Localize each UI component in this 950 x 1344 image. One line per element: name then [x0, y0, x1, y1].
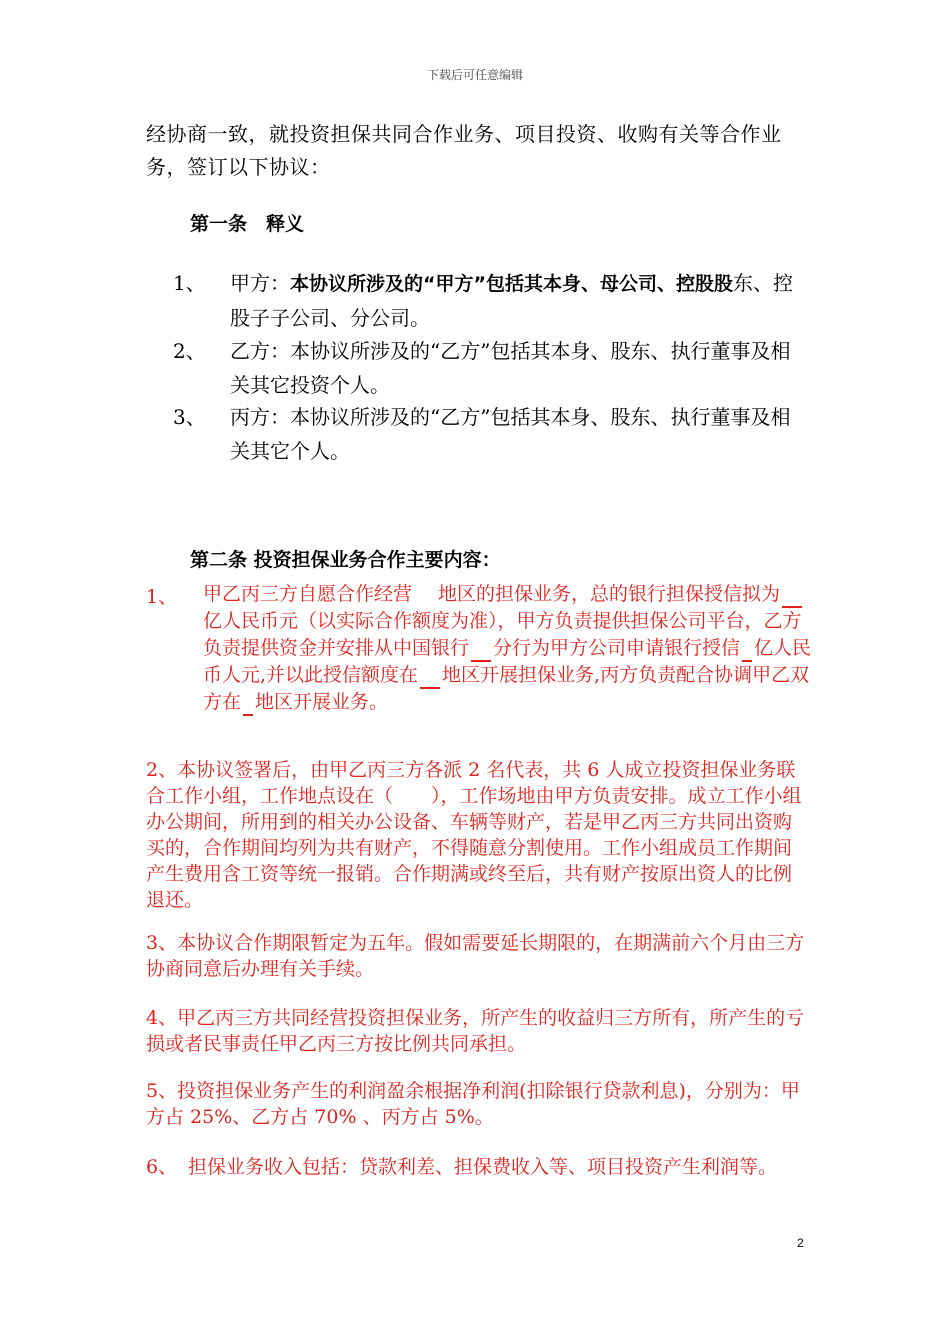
article2-paragraph-2: 2、本协议签署后，由甲乙丙三方各派 2 名代表，共 6 人成立投资担保业务联合工作小组，工作地点设在（ ），工作场地由甲方负责安排。成立工作小组办公期间，所用到的相关办公设备、车辆等财产，若是甲乙丙三方共同出资购买的，合作期间均列为共有财产，不得随意分割使用。工作小组成员工作期间产生费用含工资等统一报销。合作期满或终至后，共有财产按原出资人的比例退还。 [146, 759, 802, 911]
item-text: 甲方：本协议所涉及的“甲方”包括其本身、母公司、控股股东、控股子子公司、分公司。 [230, 271, 793, 330]
definition-item-2 [0, 334, 950, 402]
intro-paragraph: 经协商一致，就投资担保共同合作业务、项目投资、收购有关等合作业务，签订以下协议： [146, 122, 782, 179]
item-number: 1、 [173, 271, 206, 295]
item-text: 丙方：本协议所涉及的“乙方”包括其本身、股东、执行董事及相关其它个人。 [230, 405, 791, 463]
article1-title: 第一条 释义 [190, 213, 305, 235]
article2-item1-number: 1、 [146, 586, 178, 608]
page-number: 2 [797, 1236, 804, 1250]
article2-title: 第二条 投资担保业务合作主要内容： [190, 549, 501, 571]
item-number: 3、 [173, 405, 206, 429]
blank-field [243, 696, 253, 716]
blank-field [471, 642, 491, 662]
article2-paragraph-4: 4、甲乙丙三方共同经营投资担保业务，所产生的收益归三方所有，所产生的亏损或者民事责任甲乙丙三方按比例共同承担。 [146, 1007, 805, 1055]
item-number: 2、 [173, 339, 206, 363]
page-header: 下载后可任意编辑 [426, 68, 523, 82]
article2-paragraph-3: 3、本协议合作期限暂定为五年。假如需要延长期限的，在期满前六个月由三方协商同意后办理有关手续。 [146, 932, 805, 980]
article2-item1-text: 甲乙丙三方自愿合作经营 地区的担保业务，总的银行担保授信拟为亿人民币元（以实际合作额度为准），甲方负责提供担保公司平台，乙方负责提供资金并安排从中国银行 分行为甲方公司申请银行授信 亿人民币人元,并以此授信额度在 地区开展担保业务,丙方负责配合协调甲乙双方在 地区开展业务。 [203, 581, 818, 716]
definition-item-1 [0, 266, 950, 334]
definition-item-3 [0, 400, 950, 468]
blank-field [420, 669, 440, 689]
item-text: 乙方：本协议所涉及的“乙方”包括其本身、股东、执行董事及相关其它投资个人。 [230, 339, 791, 397]
blank-field [742, 642, 752, 662]
article2-item6-number: 6、 [146, 1156, 178, 1178]
article2-paragraph-5: 5、投资担保业务产生的利润盈余根据净利润(扣除银行贷款利息)，分别为：甲方占 25%、乙方占 70% 、丙方占 5%。 [146, 1080, 800, 1128]
blank-field [782, 588, 802, 608]
article2-paragraph-6: 担保业务收入包括：贷款利差、担保费收入等、项目投资产生利润等。 [188, 1156, 778, 1178]
